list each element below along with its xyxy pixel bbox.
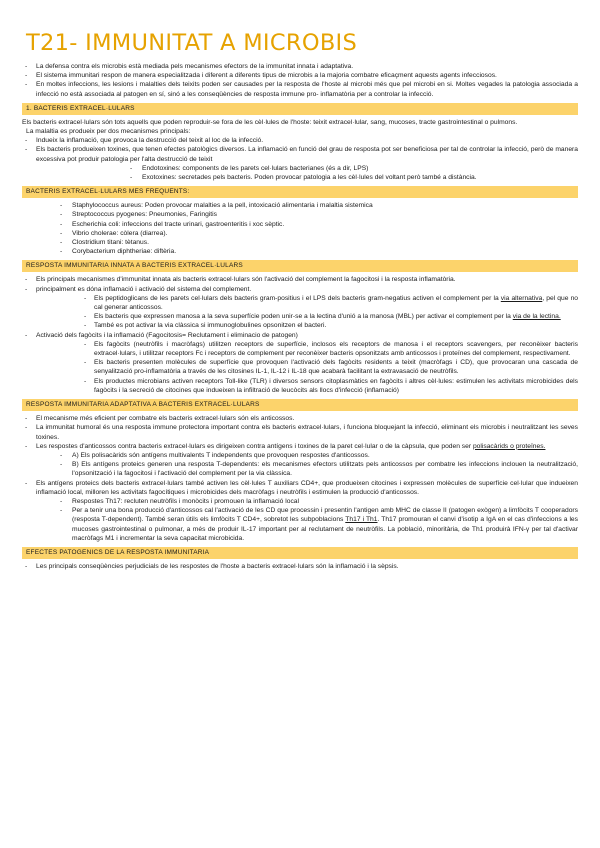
list-item: - Indueix la inflamació, que provoca la destrucció del teixit al loc de la infecció. xyxy=(25,137,264,145)
section-heading-adaptive-response: RESPOSTA IMMUNITARIA ADAPTATIVA A BACTERIS EXTRACEL·LULARS xyxy=(22,399,578,411)
list-item: - Les respostes d'anticossos contra bacteris extracel·lulars es dirigeixen contra antígens i toxines de la paret cel·lular o de la càpsula, que poden ser polisacàrids o proteïnes. xyxy=(25,442,546,450)
intro-item: - La defensa contra els microbis està mediada pels mecanismes efectors de la immunitat innata i adaptativa. xyxy=(25,63,354,70)
list-item: - Escherichia coli: infeccions del tracte urinari, gastroenteritis i xoc sèptic. xyxy=(60,220,285,228)
list-subitem: - Exotoxines: secretades pels bacteris. Poden provocar patologia a les cèl·lules del voltant però també a distància. xyxy=(130,174,477,182)
list-subitem: - També es pot activar la via clàssica si immunoglobulines opsonitzen el bacteri. xyxy=(84,322,327,330)
list-item: - Les principals conseqüències perjudicials de les respostes de l'hoste a bacteris extracel·lulars són la inflamació i la sèpsis. xyxy=(25,562,399,570)
list-subitem: - Els productes microbians activen receptors Toll-like (TLR) i diversos sensors citoplasmàtics en fagòcits i altres cèl·lules: estimulen les activitats microbicides dels fagòcits i la secreció de citocines que indueixen la infiltració de leucòcits als llocs d'infecció (inflamació) xyxy=(84,377,578,394)
list-item: - La immunitat humoral és una resposta immune protectora important contra els bacteris extracel·lulars, i funciona bloquejant la infecció, eliminant els microbis i neutralitzant les seves toxines. xyxy=(25,424,578,441)
page-title: T21- IMMUNITAT A MICROBIS xyxy=(26,30,358,56)
list-item: - Streptococcus pyogenes: Pneumonies, Faringitis xyxy=(60,211,217,219)
list-subitem: - A) Els polisacàrids són antígens multivalents T independents que provoquen respostes d'anticossos. xyxy=(60,451,370,459)
paragraph: La malaltia es produeix per dos mecanismes principals: xyxy=(26,128,191,136)
intro-item: - En moltes infeccions, les lesions i malalties dels teixits poden ser causades per la resposta de l'hoste al microbi més que pel microbi en si. Moltes vegades la patologia associada a infecció no està associada al patogen en sí, sinó a les conseqüències de resposta immune pro- inflamatòria per a controlar la infecció. xyxy=(25,81,578,98)
list-subitem: - Els bacteris que expressen manosa a la seva superfície poden unir-se a la lectina d'unió a la manosa (MBL) per activar el complement per la via de la lectina. xyxy=(84,313,561,321)
list-item: - Staphylococcus aureus: Poden provocar malalties a la pell, intoxicació alimentaria i malaltia sistemica xyxy=(60,202,373,210)
paragraph: Els bacteris extracel·lulars són tots aquells que poden reproduir-se fora de les cèl·lules de l'hoste: teixit extracel·lular, sang, mucoses, tracte gastrointestinal o pulmons. xyxy=(22,118,518,126)
list-item: - Corybacterium diphtheriae: diftèria. xyxy=(60,248,177,256)
list-item: - Els antígens proteics dels bacteris extracel·lulars també activen les cèl·lules T auxiliars CD4+, que produeixen citocines i expressen molècules de superfície cel·lular que indueixen inflamació local, milloren les activitats fagocítiques i microbicides dels macròfags i neutròfils i estimulen la producció d'anticossos. xyxy=(25,479,578,496)
list-item: - Els principals mecanismes d'immunitat innata als bacteris extracel·lulars són l'activació del complement la fagocitosi i la resposta inflamatòria. xyxy=(25,276,456,284)
list-subitem: - Per a tenir una bona producció d'anticossos cal l'activació de les CD que processin i presentin l'antigen amb MHC de classe II (patogen exògen) a limfòcits T cooperadors (resposta T-dependent). També seran útils els limfòcits T CD4+, sobretot les subpoblacions Th17 i Th1. Th17 promouran el canvi d'isotip a IgA en el cas d'infeccions a les mucoses gastrointestinal o pulmonar, a més de produir IL-17 important per al reclutament de neutròfils. La població, minoritària, de Th1 produirà IFN-γ per tal d'activar macròfags M1 i incrementar la seva capacitat microbicida. xyxy=(60,507,578,542)
list-subitem: - Els peptidoglicans de les parets cel·lulars dels bacteris gram-positius i el LPS dels bacteris gram-negatius activen el complement per la via alternativa, pel que no cal generar anticossos. xyxy=(84,294,579,312)
section-heading-frequent-bacteria: BACTERIS EXTRACEL·LULARS MES FREQUENTS: xyxy=(22,186,578,198)
list-item: - Activació dels fagòcits i la inflamació (Fagocitosis= Reclutament i eliminacio de patogen) xyxy=(25,331,298,339)
list-subitem: - Endotoxines: components de les parets cel·lulars bacterianes (és a dir, LPS) xyxy=(130,164,369,172)
list-item: - principalment es dóna inflamació i activació del sistema del complement. xyxy=(25,285,252,293)
section-heading-pathogenic-effects: EFECTES PATOGENICS DE LA RESPOSTA IMMUNITARIA xyxy=(22,547,578,559)
list-subitem: - Respostes Th17: recluten neutròfils i monòcits i promouen la inflamació local xyxy=(60,497,299,505)
intro-item: - El sistema immunitari respon de manera especialitzada i diferent a diferents tipus de microbis a la majoria combatre eficaçment aquests agents infecciosos. xyxy=(25,72,497,80)
list-subitem: - Els bacteris presenten molècules de superfície que provoquen l'activació dels fagòcits residents a teixit (macròfags i CD), que provocaran una cascada de senyalització pro-inflamatòria a través de les citosines IL-1, IL-12 i IL-18 que acabarà facilitant la extravasació de neutròfils. xyxy=(84,359,578,376)
section-heading-extracellular: 1. BACTERIS EXTRACEL·LULARS xyxy=(22,103,578,115)
list-item: - Vibrio cholerae: còlera (diarrea). xyxy=(60,229,168,237)
list-item: - El mecanisme més eficient per combatre els bacteris extracel·lulars són els anticossos. xyxy=(25,415,295,423)
list-subitem: - Els fagòcits (neutròfils i macròfags) utilitzen receptors de superfície, inclosos els receptors de manosa i el receptors scavengers, per reconèixer bacteris extracel·lulars, i utilitzar receptors Fc i receptors de complement per reconèixer bacteris opsonitzats amb anticossos i proteïnes del complement, respectivament. xyxy=(84,340,578,358)
list-item: - Els bacteris produeixen toxines, que tenen efectes patològics diversos. La inflamació en funció del grau de resposta pot ser beneficiosa per tal de controlar la infecció, però de manera excessiva pot produir patologia per l'alta destrucció de teixit xyxy=(25,146,578,163)
list-subitem: - B) Els antígens proteics generen una resposta T-dependents: els mecanismes efectors utilitzats pels anticossos per combatre les infeccions inclouen la neutralització, l'opsonització i la fagocitosi i l'activació del complement per la via clàssica. xyxy=(60,461,578,478)
list-item: - Clostridium titani: tètanus. xyxy=(60,239,149,247)
section-heading-innate-response: RESPOSTA IMMUNITARIA INNATA A BACTERIS EXTRACEL·LULARS xyxy=(22,260,578,272)
